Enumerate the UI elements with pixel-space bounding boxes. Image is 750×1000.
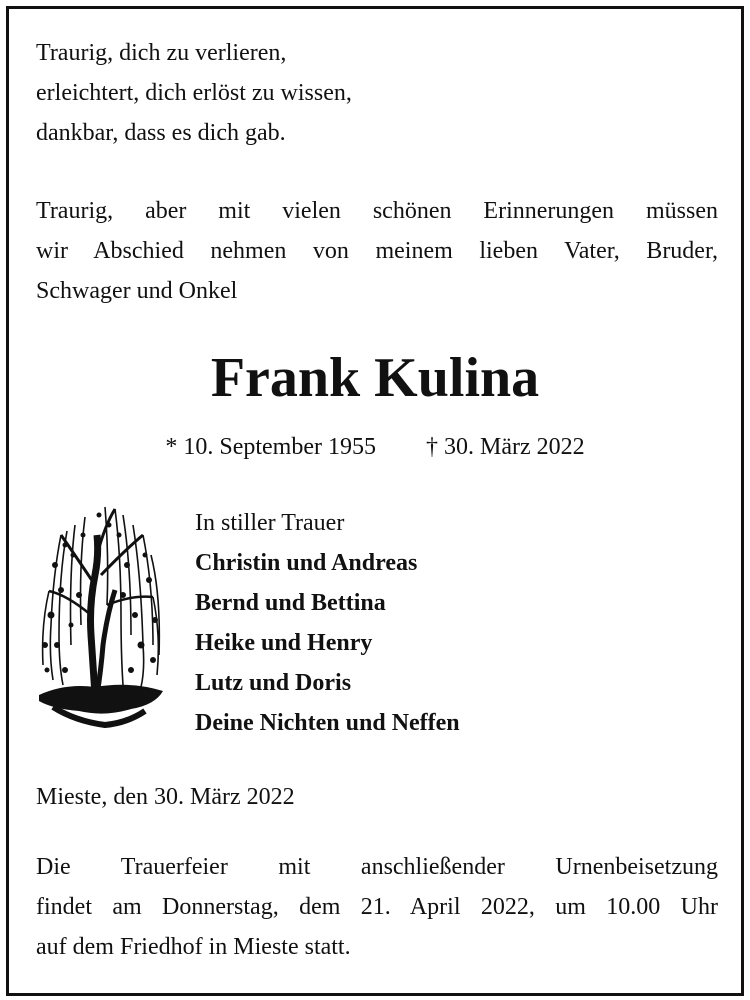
intro-line-3: Schwager und Onkel xyxy=(36,278,238,304)
birth-date: * 10. September 1955 xyxy=(165,434,376,460)
poem-line-3: dankbar, dass es dich gab. xyxy=(36,120,286,146)
poem-line-2: erleichtert, dich erlöst zu wissen, xyxy=(36,80,352,106)
intro-line-1: Traurig, aber mit vielen schönen Erinnerungen müssen xyxy=(36,198,718,224)
intro-text xyxy=(36,191,718,311)
obituary-frame xyxy=(6,6,744,996)
funeral-line-3: auf dem Friedhof in Mieste statt. xyxy=(36,934,351,960)
funeral-line-2: findet am Donnerstag, dem 21. April 2022, um 10.00 Uhr xyxy=(36,894,718,920)
intro-line-2: wir Abschied nehmen von meinem lieben Vater, Bruder, xyxy=(36,238,718,264)
poem xyxy=(36,33,352,153)
life-dates xyxy=(9,427,741,467)
death-date: † 30. März 2022 xyxy=(426,434,585,460)
funeral-info xyxy=(36,847,718,967)
funeral-line-1: Die Trauerfeier mit anschließender Urnenbeisetzung xyxy=(36,854,718,880)
place-date: Mieste, den 30. März 2022 xyxy=(36,784,295,810)
mourners-list xyxy=(195,503,460,743)
mourning-heading: In stiller Trauer xyxy=(195,510,345,536)
poem-line-1: Traurig, dich zu verlieren, xyxy=(36,40,287,66)
weeping-willow-icon xyxy=(35,495,167,745)
mourner-3: Heike und Henry xyxy=(195,630,373,656)
deceased-name: Frank Kulina xyxy=(210,347,540,409)
mourner-4: Lutz und Doris xyxy=(195,670,352,696)
mourner-5: Deine Nichten und Neffen xyxy=(195,710,460,736)
mourner-2: Bernd und Bettina xyxy=(195,590,386,616)
mourner-1: Christin und Andreas xyxy=(195,550,418,576)
